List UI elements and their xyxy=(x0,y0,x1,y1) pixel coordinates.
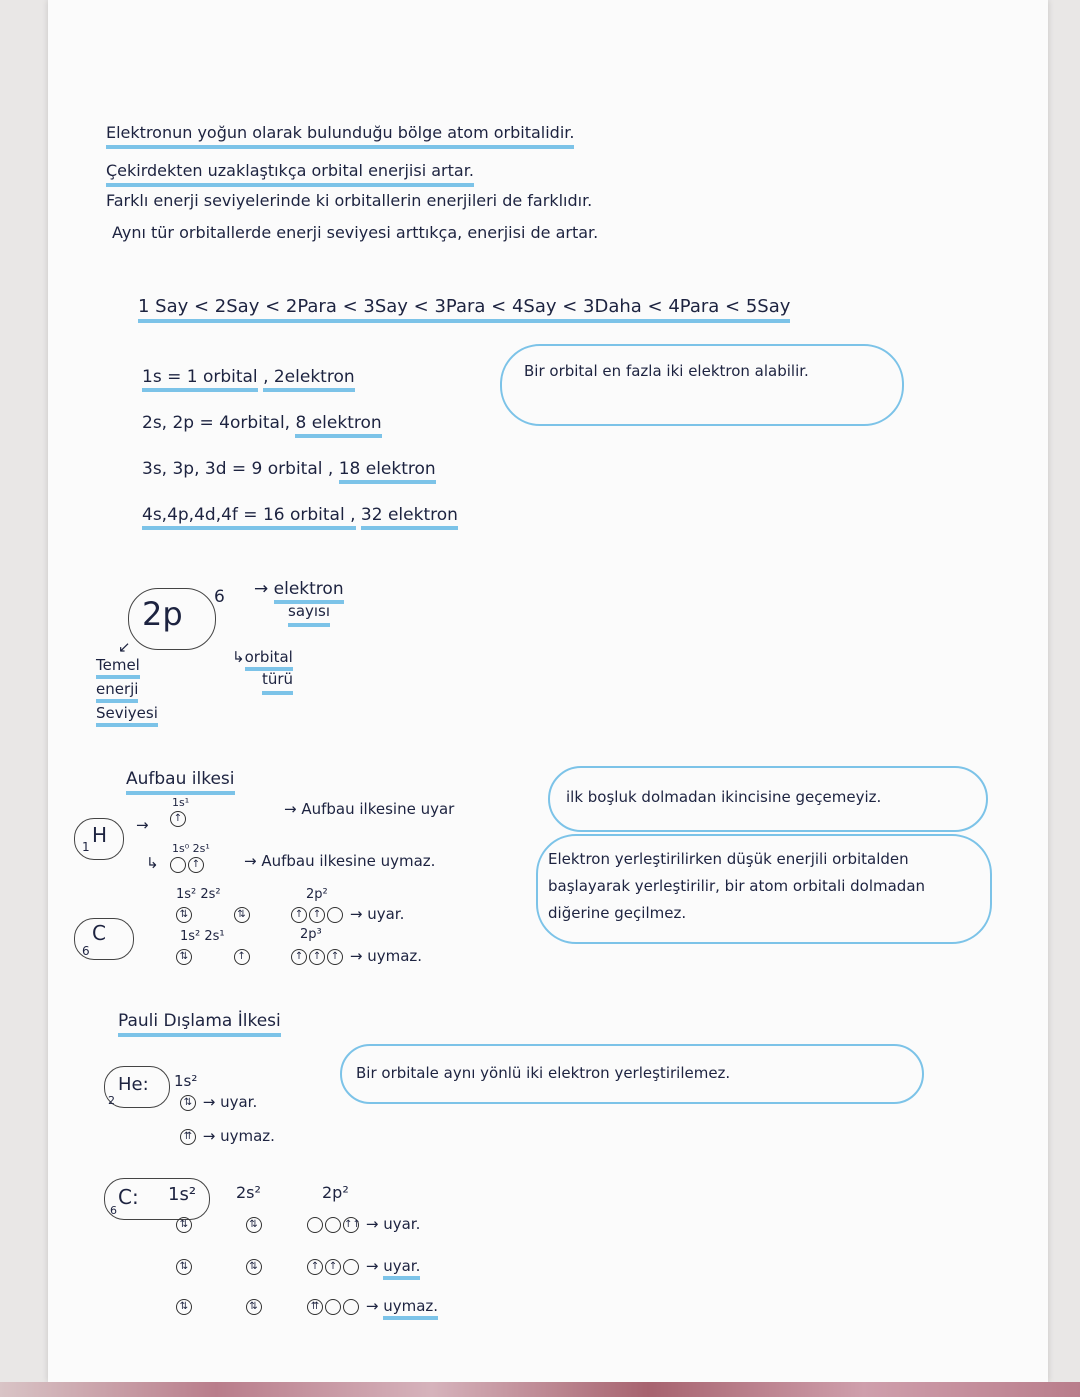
he-result-1: uyar. xyxy=(220,1093,258,1111)
orbital-box: ⇈ xyxy=(307,1299,323,1315)
c-pauli-atomic-number: 6 xyxy=(110,1204,117,1217)
page-bottom-edge xyxy=(0,1382,1080,1397)
orbital-box xyxy=(343,1299,359,1315)
c-pauli-result-3: uymaz. xyxy=(383,1297,438,1320)
he-row-2: ⇈ → uymaz. xyxy=(180,1126,275,1146)
capacity-note: Bir orbital en fazla iki elektron alabilir. xyxy=(524,362,809,380)
level-label-1: Temel xyxy=(96,656,140,679)
orbital-box xyxy=(325,1299,341,1315)
c-row2-label: 1s² 2s¹ xyxy=(180,929,225,944)
capacity-electrons: 18 elektron xyxy=(339,459,436,484)
capacity-row-4 xyxy=(142,504,458,526)
he-result-2: uymaz. xyxy=(220,1127,275,1145)
orbital-box: ↑ xyxy=(291,907,307,923)
orbital-type-label: ↳orbital xyxy=(232,646,293,668)
orbital-box: ⇅ xyxy=(180,1095,196,1111)
orbital-box: ↑ xyxy=(234,949,250,965)
aufbau-title: Aufbau ilkesi xyxy=(126,768,235,795)
he-label: He: xyxy=(118,1074,149,1095)
c-row1-result: uyar. xyxy=(367,905,405,923)
h-orbital-1 xyxy=(170,808,188,828)
orbital-box xyxy=(343,1259,359,1275)
orbital-box: ⇅ xyxy=(176,1299,192,1315)
c-atom-symbol: C xyxy=(92,921,106,945)
orbital-box xyxy=(327,907,343,923)
aufbau-note-1: ilk boşluk dolmadan ikincisine geçemeyiz. xyxy=(566,788,882,806)
electron-count-label-2: sayısı xyxy=(288,600,330,627)
orbital-box xyxy=(325,1217,341,1233)
capacity-shell: 4s,4p,4d,4f = 16 orbital , xyxy=(142,505,356,530)
intro-line-4: Aynı tür orbitallerde enerji seviyesi arttıkça, enerjisi de artar. xyxy=(112,223,599,242)
orbital-box: ⇅ xyxy=(234,907,250,923)
orbital-box: ↑ xyxy=(170,811,186,827)
c-pauli-row-3: ⇅ ⇅ ⇈ → uymaz. xyxy=(176,1296,438,1316)
orbital-box: ⇈ xyxy=(180,1129,196,1145)
energy-order: 1 Say < 2Say < 2Para < 3Say < 3Para < 4Say < 3Daha < 4Para < 5Say xyxy=(138,296,790,323)
h-atomic-number: 1 xyxy=(82,840,90,854)
orbital-box xyxy=(307,1217,323,1233)
aufbau-note-2: Elektron yerleştirilirken düşük enerjili orbitalden başlayarak yerleştirilir, bir atom orbitali dolmadan diğerine geçilmez. xyxy=(548,850,926,922)
c-pauli-2s: 2s² xyxy=(236,1183,261,1202)
h-rule-2: → Aufbau ilkesine uymaz. xyxy=(244,852,436,870)
orbital-box: ⇅ xyxy=(176,907,192,923)
orbital-box: ↑↑ xyxy=(343,1217,359,1233)
level-label-3: Seviyesi xyxy=(96,704,158,727)
c-pauli-label: C: xyxy=(118,1185,139,1209)
he-config: 1s² xyxy=(174,1072,198,1090)
c-atomic-number: 6 xyxy=(82,944,90,958)
c-pauli-2p: 2p² xyxy=(322,1183,349,1202)
h-alt-label: 1s⁰ 2s¹ xyxy=(172,842,210,855)
capacity-row-3 xyxy=(142,458,436,480)
orbital-box: ↑ xyxy=(327,949,343,965)
orbital-box: ⇅ xyxy=(176,1217,192,1233)
arrow-down-icon: ↙ xyxy=(118,638,131,656)
arrow-right-icon: → xyxy=(136,816,149,834)
c-row1-p: 2p² xyxy=(306,887,328,902)
h-1s-label: 1s¹ xyxy=(172,796,190,809)
orbital-box: ⇅ xyxy=(246,1259,262,1275)
he-atomic-number: 2 xyxy=(108,1094,115,1107)
orbital-box xyxy=(170,857,186,873)
c-row1-orbitals: ⇅ ⇅ ↑ ↑ → uyar. xyxy=(176,904,404,924)
c-pauli-row-2: ⇅ ⇅ ↑ ↑ → uyar. xyxy=(176,1256,420,1276)
pauli-title: Pauli Dışlama İlkesi xyxy=(118,1010,281,1037)
he-row-1: ⇅ → uyar. xyxy=(180,1092,257,1112)
capacity-row-2 xyxy=(142,412,382,434)
capacity-row-1 xyxy=(142,366,355,388)
intro-line-3: Farklı enerji seviyelerinde ki orbitallerin enerjileri de farklıdır. xyxy=(106,191,593,210)
h-orbital-2 xyxy=(170,854,206,874)
c-row2-orbitals: ⇅ ↑ ↑ ↑ ↑ → uymaz. xyxy=(176,946,422,966)
level-label-2: enerji xyxy=(96,680,138,703)
capacity-electrons: 8 elektron xyxy=(295,413,381,438)
pauli-note: Bir orbitale aynı yönlü iki elektron yerleştirilemez. xyxy=(356,1064,731,1082)
c-row2-p: 2p³ xyxy=(300,927,322,942)
orbital-box: ⇅ xyxy=(246,1217,262,1233)
c-pauli-result-1: uyar. xyxy=(383,1215,421,1233)
orbital-box: ⇅ xyxy=(176,949,192,965)
electron-label: elektron xyxy=(274,579,344,604)
orbital-type-label-2: türü xyxy=(262,668,293,695)
curved-arrow-icon: ↳ xyxy=(146,854,159,872)
h-rule-2-text: Aufbau ilkesine uymaz. xyxy=(261,852,436,870)
intro-line-2: Çekirdekten uzaklaştıkça orbital enerjisi artar. xyxy=(106,160,474,187)
c-pauli-row-1: ⇅ ⇅ ↑↑ → uyar. xyxy=(176,1214,420,1234)
capacity-electrons: 32 elektron xyxy=(361,505,458,530)
capacity-shell: 3s, 3p, 3d = 9 orbital , xyxy=(142,459,334,479)
h-rule-1: → Aufbau ilkesine uyar xyxy=(284,800,455,818)
orbital-box: ↑ xyxy=(309,949,325,965)
c-row1-label: 1s² 2s² xyxy=(176,887,221,902)
orbital-label: orbital xyxy=(245,648,293,671)
notation-symbol: 2p xyxy=(142,595,183,633)
orbital-box: ↑ xyxy=(307,1259,323,1275)
orbital-box: ↑ xyxy=(188,857,204,873)
h-atom-symbol: H xyxy=(92,823,108,847)
orbital-box: ↑ xyxy=(325,1259,341,1275)
h-rule-1-text: Aufbau ilkesine uyar xyxy=(301,800,455,818)
orbital-box: ⇅ xyxy=(176,1259,192,1275)
intro-line-1: Elektronun yoğun olarak bulunduğu bölge atom orbitalidir. xyxy=(106,122,574,149)
orbital-box: ⇅ xyxy=(246,1299,262,1315)
electron-count-label: → elektron xyxy=(254,578,344,600)
orbital-box: ↑ xyxy=(291,949,307,965)
orbital-box: ↑ xyxy=(309,907,325,923)
capacity-shell: 2s, 2p = 4orbital, xyxy=(142,413,291,433)
c-pauli-1s: 1s² xyxy=(168,1184,197,1205)
capacity-shell: 1s = 1 orbital xyxy=(142,367,258,392)
notation-superscript: 6 xyxy=(214,587,225,607)
c-row2-result: uymaz. xyxy=(367,947,423,965)
capacity-electrons: , 2elektron xyxy=(263,367,355,392)
c-pauli-result-2: uyar. xyxy=(383,1257,420,1280)
